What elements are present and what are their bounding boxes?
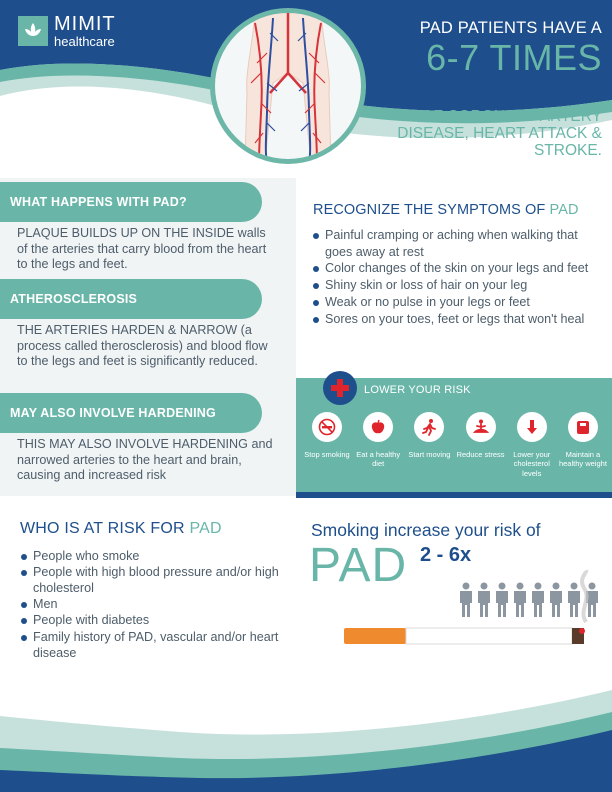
lower-risk-label: Maintain a healthy weight	[558, 450, 607, 469]
list-item: Sores on your toes, feet or legs that won't heal	[312, 311, 607, 328]
list-item: People with diabetes	[20, 612, 280, 628]
pad-big-text: PAD	[309, 539, 408, 592]
medical-cross-icon	[323, 371, 357, 405]
symptoms-list	[312, 227, 607, 327]
running-icon	[414, 412, 444, 442]
section-text-hardening: THIS MAY ALSO INVOLVE HARDENING and narrowed arteries to the heart and brain, causing and increased risk	[17, 437, 273, 483]
lower-risk-item	[507, 412, 557, 478]
meditation-icon	[466, 412, 496, 442]
logo-subtitle: healthcare	[54, 34, 115, 49]
scale-icon	[568, 412, 598, 442]
lower-risk-title: LOWER YOUR RISK	[364, 384, 471, 396]
list-item: Painful cramping or aching when walking that goes away at rest	[312, 227, 607, 260]
symptoms-title-accent: PAD	[549, 202, 579, 218]
lower-risk-item	[404, 412, 454, 478]
list-item: Men	[20, 596, 280, 612]
section-text-atherosclerosis: THE ARTERIES HARDEN & NARROW (a process called therosclerosis) and blood flow to the legs and feet is significantly reduced.	[17, 323, 268, 369]
headline-line2: 6-7 TIMES	[426, 37, 602, 79]
smoking-title: Smoking increase your risk of	[311, 520, 541, 540]
circulatory-legs-illustration	[210, 8, 366, 164]
lower-risk-item	[456, 412, 506, 478]
lower-risk-label: Stop smoking	[304, 450, 350, 459]
footer-background	[0, 672, 612, 792]
risk-multiplier: 2 - 6x	[420, 544, 472, 566]
list-item: Family history of PAD, vascular and/or heart disease	[20, 629, 280, 661]
lower-risk-label: Start moving	[408, 450, 451, 459]
down-arrow-icon	[517, 412, 547, 442]
section-text-what-happens: PLAQUE BUILDS UP ON THE INSIDE walls of the arteries that carry blood from the heart to the legs and feet.	[17, 226, 267, 272]
list-item: People who smoke	[20, 548, 280, 564]
lower-risk-label: Reduce stress	[456, 450, 505, 459]
lotus-icon	[18, 16, 48, 46]
section-tab-hardening: MAY ALSO INVOLVE HARDENING	[0, 393, 262, 433]
cigarette-illustration	[340, 570, 612, 660]
list-item: People with high blood pressure and/or high cholesterol	[20, 564, 280, 596]
symptoms-title	[313, 202, 579, 218]
who-at-risk-title	[20, 520, 222, 538]
no-smoking-icon	[312, 412, 342, 442]
headline-line4: OF CORONARY ARTERY DISEASE, HEART ATTACK & STROKE.	[397, 108, 602, 160]
risk-headline	[372, 20, 602, 159]
apple-icon	[363, 412, 393, 442]
list-item: Color changes of the skin on your legs and feet	[312, 260, 607, 277]
lower-risk-items	[302, 412, 608, 478]
lower-risk-label: Eat a healthy diet	[356, 450, 401, 469]
lower-risk-label: Lower your cholesterol levels	[513, 450, 551, 478]
section-tab-atherosclerosis: ATHEROSCLEROSIS	[0, 279, 262, 319]
lower-risk-item	[558, 412, 608, 478]
divider-bar	[296, 492, 612, 498]
list-item: Shiny skin or loss of hair on your leg	[312, 277, 607, 294]
logo-name: MIMIT	[54, 13, 116, 35]
who-at-risk-list	[20, 548, 280, 661]
logo	[18, 14, 116, 48]
cigarette-filter	[344, 628, 406, 644]
symptoms-title-text: RECOGNIZE THE SYMPTOMS OF	[313, 202, 546, 218]
who-title-accent: PAD	[189, 520, 222, 537]
section-tab-what-happens: WHAT HAPPENS WITH PAD?	[0, 182, 262, 222]
headline-line1: PAD PATIENTS HAVE A	[419, 19, 602, 37]
lower-risk-item	[353, 412, 403, 478]
lower-risk-item	[302, 412, 352, 478]
list-item: Weak or no pulse in your legs or feet	[312, 294, 607, 311]
who-title-text: WHO IS AT RISK FOR	[20, 520, 185, 537]
cigarette-body	[406, 628, 572, 644]
headline-line3: GREATER RISK	[452, 78, 602, 101]
